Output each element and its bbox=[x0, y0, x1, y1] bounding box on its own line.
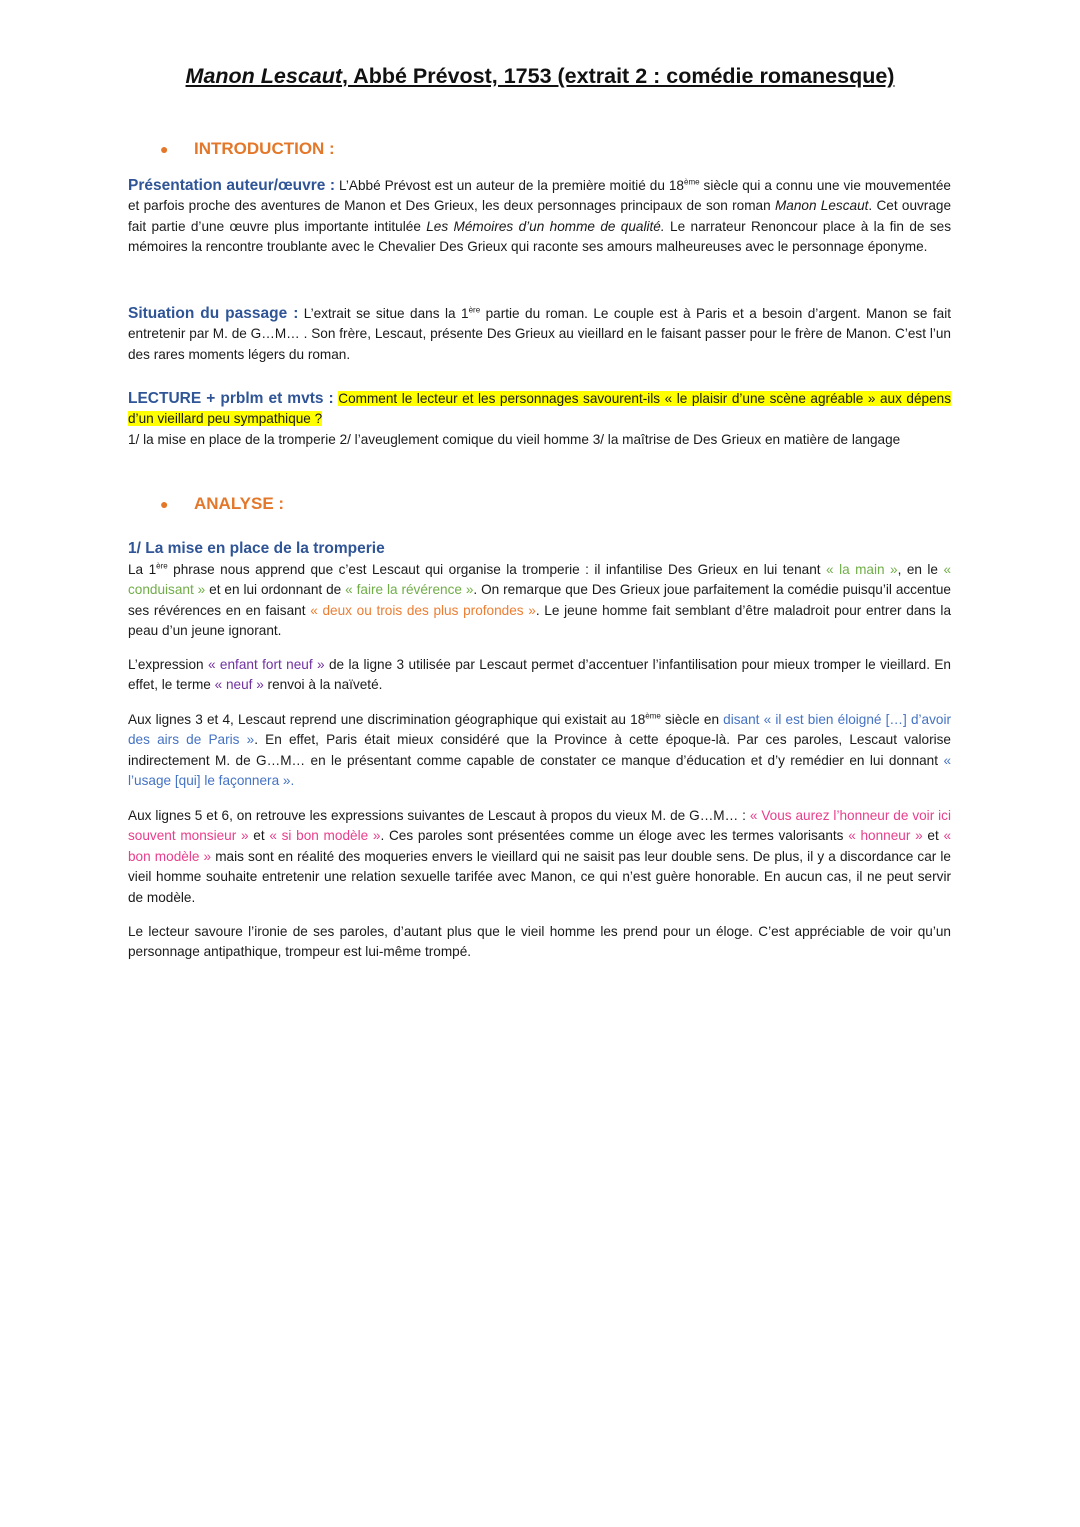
quote: « deux ou trois des plus profondes » bbox=[310, 602, 536, 618]
quote: « bon modèle » bbox=[128, 828, 952, 864]
quote: « l’usage [qui] le façonnera ». bbox=[128, 752, 951, 789]
section1-title: 1/ La mise en place de la tromperie bbox=[128, 540, 385, 557]
bullet-dot-icon: ● bbox=[160, 141, 169, 157]
analyse-paragraph-5: Le lecteur savoure l’ironie de ses paroles, d’autant plus que le vieil homme les prend pour un éloge. C’est appréciable de voir qu’un personnage antipathique, trompeur est lui-même trompé. bbox=[128, 924, 951, 960]
presentation-paragraph: Présentation auteur/œuvre : L’Abbé Prévost est un auteur de la première moitié du 18ème siècle qui a connu une vie mouvementée et parfois proche des aventures de Manon et Des Grieux, les deux personnages principaux de son roman Manon Lescaut. Cet ouvrage fait partie d’une œuvre plus importante intitulée Les Mémoires d’un homme de qualité. Le narrateur Renoncour place à la fin de ses mémoires la rencontre troublante avec le Chevalier Des Grieux qui raconte ses amours malheureuses avec le personnage éponyme. bbox=[128, 177, 952, 255]
analyse-paragraph-2: L’expression « enfant fort neuf » de la ligne 3 utilisée par Lescaut permet d’accentuer l’infantilisation pour mieux tromper le vieillard. En effet, le terme « neuf » renvoi à la naïveté. bbox=[128, 657, 951, 693]
quote: « faire la révérence » bbox=[345, 582, 474, 598]
quote: « honneur » bbox=[848, 828, 923, 844]
analyse-heading: ● ANALYSE : bbox=[160, 494, 285, 513]
quote: « conduisant » bbox=[128, 562, 952, 598]
analyse-paragraph-4: Aux lignes 5 et 6, on retrouve les expressions suivantes de Lescaut à propos du vieux M. de G…M… : « Vous aurez l’honneur de voir ici souvent monsieur » et « si bon modèle ». Ces paroles sont présentées comme un éloge avec les termes valorisants « honneur » et « bon modèle » mais sont en réalité des moqueries envers le vieillard qui ne saisit pas leur double sens. De plus, il y a discordance car le vieil homme souhaite entretenir une relation sexuelle tarifée avec Manon, ce qui n’est guère honorable. En aucun cas, il ne peut servir de modèle. bbox=[128, 808, 952, 905]
lecture-paragraph: LECTURE + prblm et mvts : Comment le lecteur et les personnages savourent-ils « le plaisir d’une scène agréable » aux dépens d’un vieillard peu sympathique ? 1/ la mise en place de la tromperie 2/ l’aveuglement comique du vieil homme 3/ la maîtrise de Des Grieux en matière de langage bbox=[128, 390, 951, 447]
quote: « la main » bbox=[826, 562, 898, 577]
problematique-highlight: Comment le lecteur et les personnages savourent-ils « le plaisir d’une scène agréable » aux dépens d’un vieillard peu sympathique ? bbox=[128, 391, 951, 427]
quote: « neuf » bbox=[214, 677, 264, 693]
quote: disant « il est bien éloigné […] d’avoir des airs de Paris » bbox=[128, 712, 951, 748]
quote: « enfant fort neuf » bbox=[207, 657, 325, 672]
bullet-dot-icon: ● bbox=[160, 496, 169, 512]
plan-line: 1/ la mise en place de la tromperie 2/ l’aveuglement comique du vieil homme 3/ la maîtrise de Des Grieux en matière de langage bbox=[128, 431, 901, 447]
situation-paragraph: Situation du passage : L’extrait se situe dans la 1ère partie du roman. Le couple est à Paris et a besoin d’argent. Manon se fait entretenir par M. de G…M… . Son frère, Lescaut, présente Des Grieux au vieillard en le faisant passer pour le frère de Manon. C’est l’un des rares moments légers du roman. bbox=[128, 305, 951, 362]
page-title: Manon Lescaut, Abbé Prévost, 1753 (extrait 2 : comédie romanesque) bbox=[185, 64, 895, 88]
analyse-paragraph-3: Aux lignes 3 et 4, Lescaut reprend une discrimination géographique qui existait au 18ème siècle en disant « il est bien éloigné […] d’avoir des airs de Paris ». En effet, Paris était mieux considéré que la Province à cette époque-là. Par ces paroles, Lescaut valorise indirectement M. de G…M… en le présentant comme capable de constater ce manque d’éducation et d’y remédier en lui donnant « l’usage [qui] le façonnera ». bbox=[128, 711, 951, 789]
introduction-heading: ● INTRODUCTION : bbox=[160, 139, 335, 158]
quote: « Vous aurez l’honneur de voir ici souvent monsieur » bbox=[128, 808, 951, 844]
analyse-paragraph-1: La 1ère phrase nous apprend que c’est Lescaut qui organise la tromperie : il infantilise Des Grieux en lui tenant « la main », en le « conduisant » et en lui ordonnant de « faire la révérence ». On remarque que Des Grieux joue parfaitement la comédie puisqu’il accentue ses révérences en en faisant « deux ou trois des plus profondes ». Le jeune homme fait semblant d’être maladroit pour entrer dans la peau d’un jeune ignorant. bbox=[128, 561, 952, 639]
quote: « si bon modèle » bbox=[269, 828, 381, 844]
